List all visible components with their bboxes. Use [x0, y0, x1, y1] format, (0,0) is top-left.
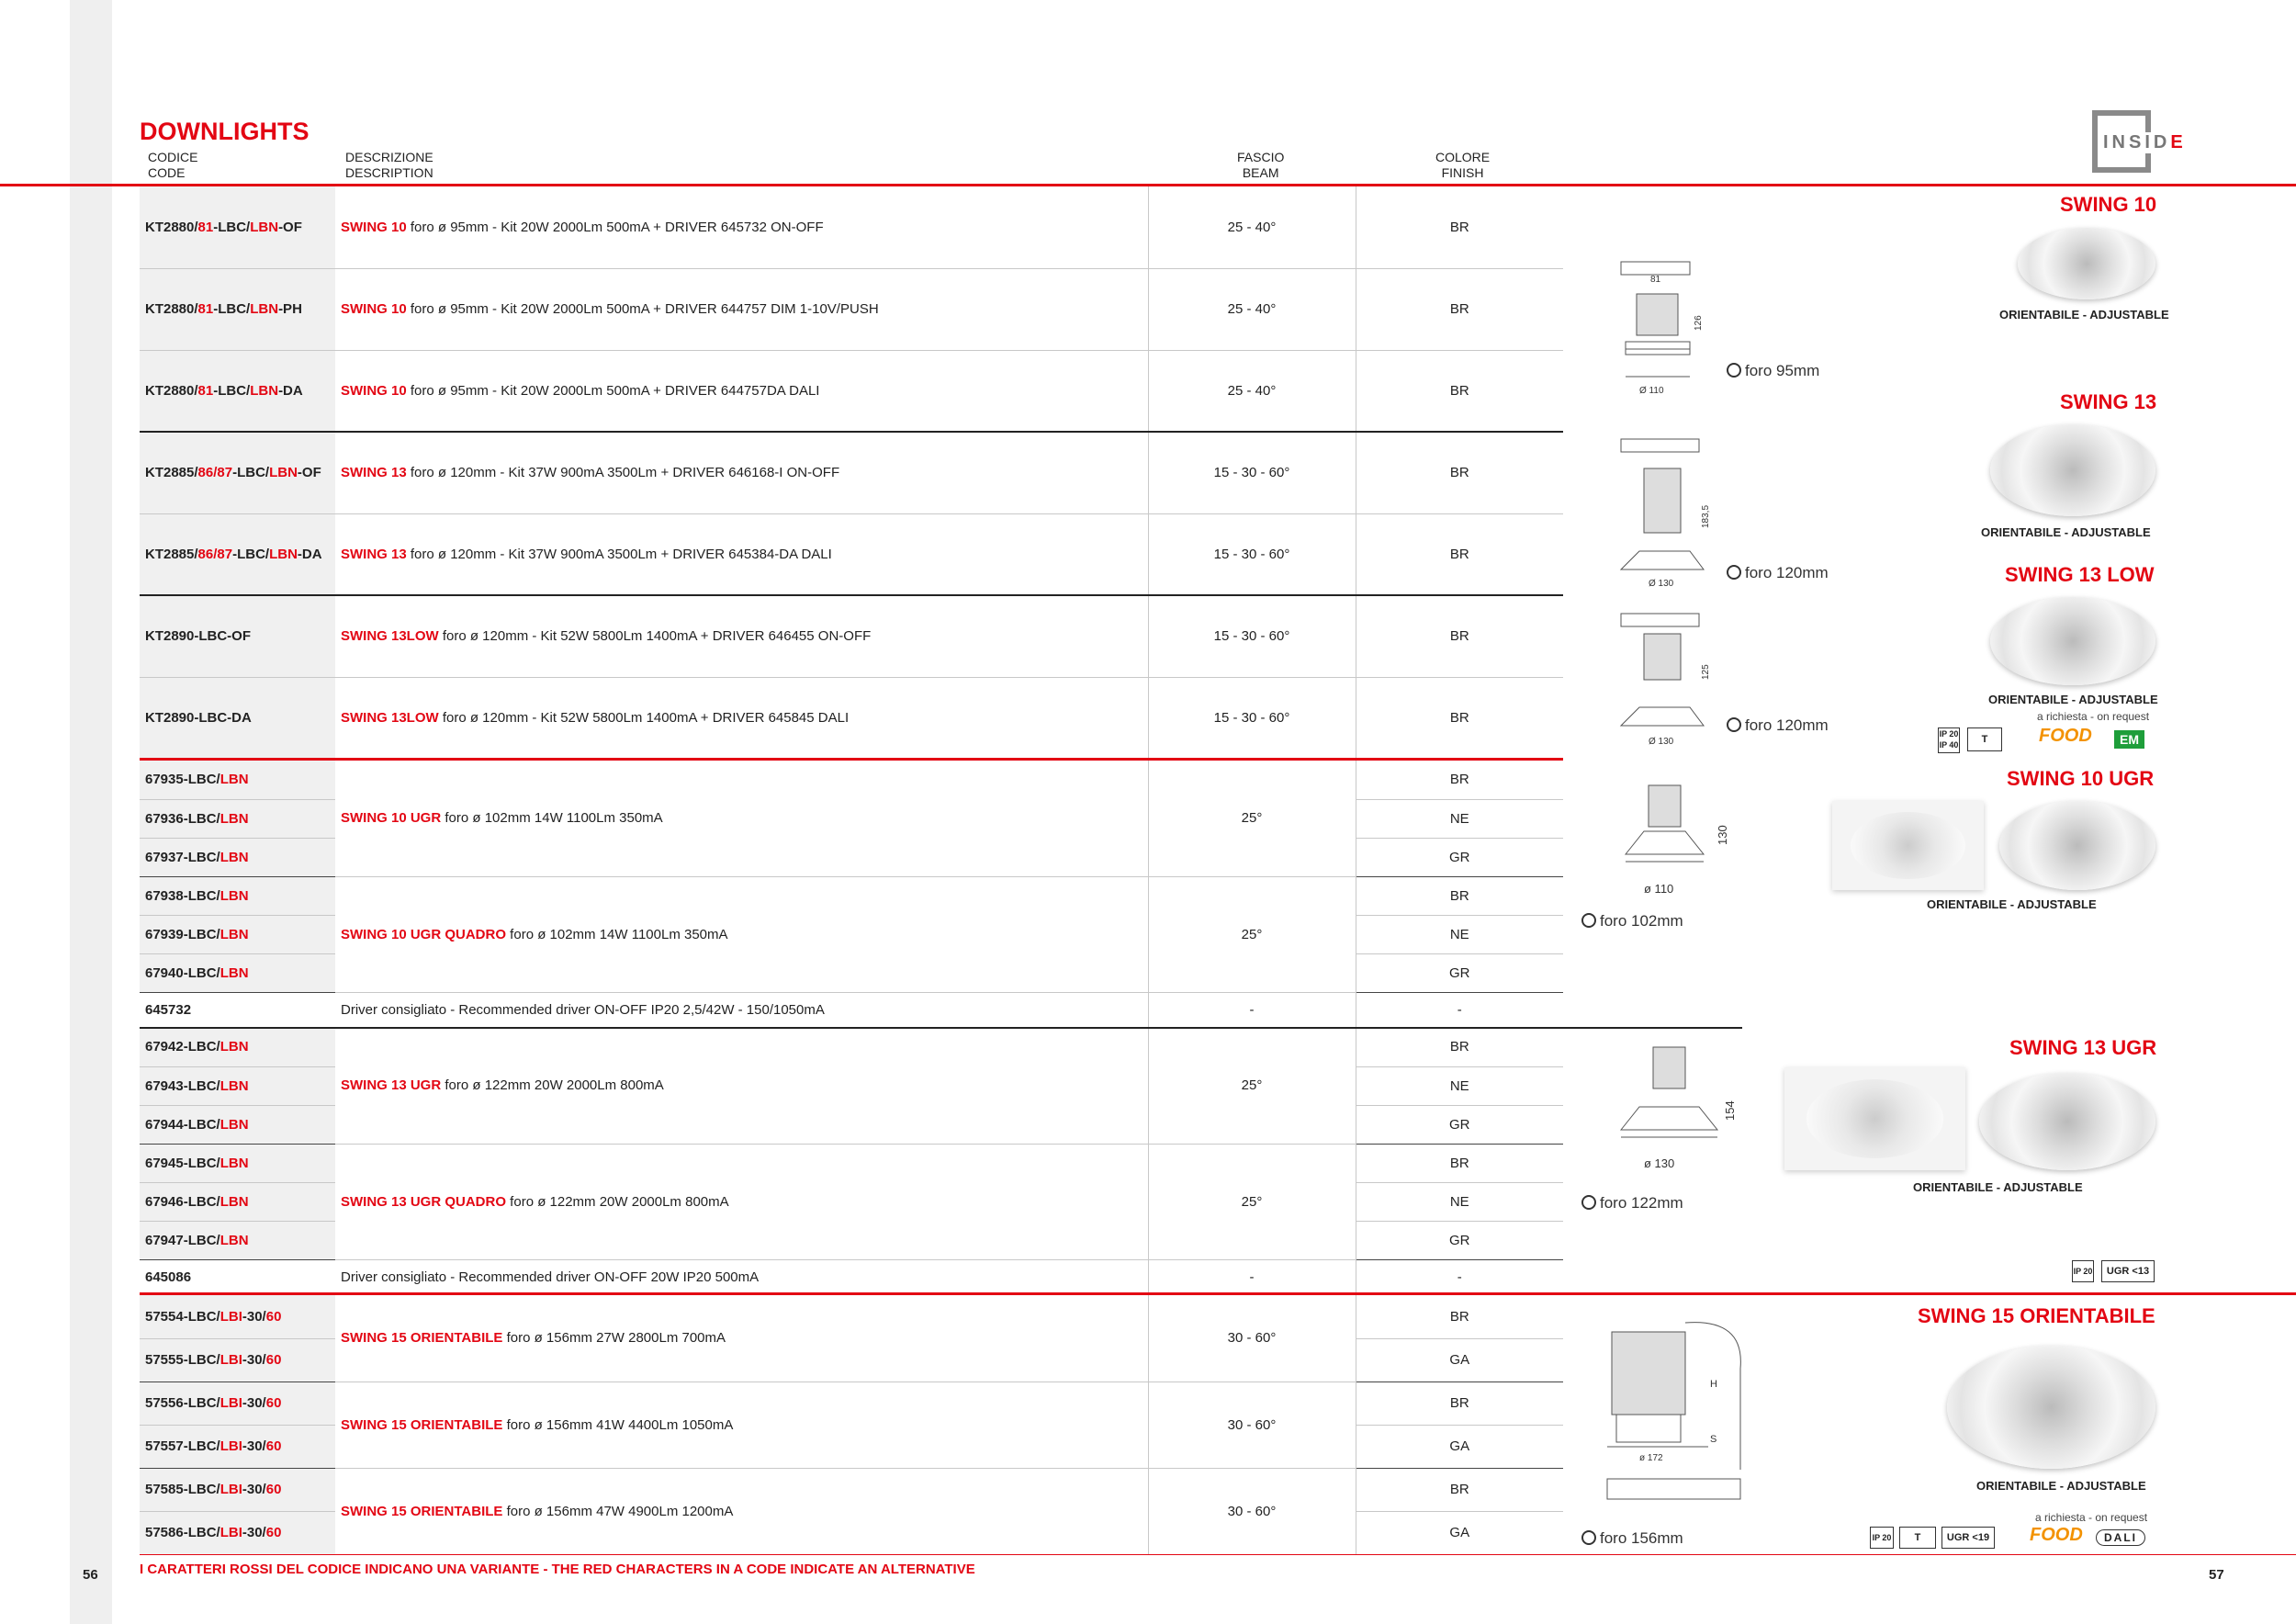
- code-variant: LBN: [219, 1155, 249, 1171]
- beam-angle: 25°: [1148, 1028, 1356, 1144]
- swing10-photo: [2018, 228, 2155, 299]
- finish: BR: [1356, 677, 1563, 759]
- header-description: DESCRIZIONE DESCRIPTION: [345, 150, 433, 180]
- code-part: -30/: [242, 1352, 266, 1368]
- swing13-drawing: [1598, 432, 1727, 597]
- finish: BR: [1356, 1144, 1563, 1182]
- product-description: [335, 876, 1148, 992]
- product-code: [140, 1425, 335, 1468]
- swing15-table: [140, 1295, 1563, 1555]
- beam-angle: 25°: [1148, 761, 1356, 876]
- table-row: [140, 1028, 1563, 1066]
- product-name: SWING 10 UGR QUADRO: [341, 926, 507, 942]
- product-swing15: SWING 15 ORIENTABILE: [1918, 1304, 2155, 1327]
- code-part: 57555-LBC/: [145, 1352, 220, 1368]
- code-part: 67939-LBC/: [145, 926, 220, 942]
- product-code: [140, 799, 335, 838]
- description-text: foro ø 156mm 47W 4900Lm 1200mA: [502, 1503, 734, 1519]
- code-part: -30/: [242, 1308, 266, 1325]
- cut-hole-icon: [1727, 565, 1741, 580]
- swing10ugr-drawing: [1598, 781, 1745, 900]
- code-variant: 60: [265, 1308, 282, 1325]
- code-part: -LBC/: [213, 219, 251, 235]
- finish: BR: [1356, 268, 1563, 350]
- code-part: 57586-LBC/: [145, 1525, 220, 1540]
- beam-angle: 25 - 40°: [1148, 186, 1356, 268]
- product-code: [140, 1468, 335, 1511]
- description-text: foro ø 122mm 20W 2000Lm 800mA: [506, 1193, 729, 1210]
- product-code: [140, 677, 335, 759]
- dim-183: 183,5: [1701, 504, 1711, 528]
- product-code: [140, 953, 335, 992]
- code-part: 57556-LBC/: [145, 1395, 220, 1411]
- adjustable-label: ORIENTABILE - ADJUSTABLE: [1999, 308, 2169, 321]
- product-code: [140, 513, 335, 595]
- food-icon: FOOD: [2039, 726, 2092, 746]
- code-part: LBN: [250, 219, 279, 235]
- description-text: foro ø 156mm 41W 4400Lm 1050mA: [502, 1416, 734, 1433]
- table-row: [140, 268, 1563, 350]
- code-part: -LBC/: [232, 546, 270, 562]
- foro-95: foro 95mm: [1727, 362, 1819, 380]
- description-text: foro ø 95mm - Kit 20W 2000Lm 500mA + DRIVER 644757 DIM 1-10V/PUSH: [406, 301, 879, 317]
- on-request-label: a richiesta - on request: [2035, 1511, 2148, 1524]
- product-name: SWING 15 ORIENTABILE: [341, 1416, 503, 1433]
- code-part: -OF: [278, 219, 302, 235]
- description-text: foro ø 95mm - Kit 20W 2000Lm 500mA + DRIVER 644757DA DALI: [406, 382, 820, 399]
- finish: NE: [1356, 1182, 1563, 1221]
- code-part: LBN: [250, 301, 279, 317]
- adjustable-label: ORIENTABILE - ADJUSTABLE: [1981, 525, 2151, 539]
- dim-125: 125: [1701, 664, 1711, 680]
- code-part: 67942-LBC/: [145, 1039, 220, 1055]
- finish: BR: [1356, 186, 1563, 268]
- swing10ugr-square-photo: [1832, 801, 1984, 890]
- ugr-badge-icon: UGR <19: [1941, 1527, 1995, 1549]
- product-name: SWING 13LOW: [341, 628, 439, 645]
- thermal-icon: T: [1967, 727, 2002, 751]
- product-code: [140, 1382, 335, 1425]
- code-part: -30/: [242, 1438, 266, 1454]
- code-variant: 60: [265, 1395, 282, 1411]
- table-row: [140, 513, 1563, 595]
- product-code: [140, 268, 335, 350]
- finish: BR: [1356, 876, 1563, 915]
- emergency-icon: EM: [2114, 730, 2144, 749]
- code-part: -LBC/: [232, 465, 270, 481]
- code-variant: LBI: [219, 1482, 242, 1497]
- finish: GA: [1356, 1425, 1563, 1468]
- product-description: [335, 1295, 1148, 1382]
- dim-81: 81: [1650, 275, 1661, 285]
- product-name: SWING 15 ORIENTABILE: [341, 1503, 503, 1519]
- code-variant: LBI: [219, 1525, 242, 1540]
- code-variant: LBN: [219, 810, 249, 827]
- code-part: 67935-LBC/: [145, 772, 220, 788]
- product-code: [140, 1105, 335, 1144]
- ugr-badge-icon: UGR <13: [2101, 1260, 2155, 1282]
- code-variant: LBI: [219, 1352, 242, 1368]
- product-name: SWING 13: [341, 546, 407, 562]
- ugr10-table: [140, 761, 1563, 1028]
- code-part: -PH: [278, 301, 302, 317]
- finish: NE: [1356, 799, 1563, 838]
- code-part: 67945-LBC/: [145, 1155, 220, 1171]
- ip-rating-icon: IP 20: [2072, 1260, 2094, 1282]
- product-code: [140, 876, 335, 915]
- page-number-right: 57: [2209, 1567, 2224, 1583]
- product-description: [335, 432, 1148, 513]
- table-row: [140, 1468, 1563, 1511]
- foro-120a: foro 120mm: [1727, 564, 1829, 582]
- code-variant: LBN: [219, 887, 249, 904]
- code-variant: LBN: [219, 1116, 249, 1133]
- product-swing10ugr: SWING 10 UGR: [2007, 767, 2155, 790]
- dim-130c: 130: [1716, 825, 1729, 845]
- cut-hole-icon: [1581, 1195, 1596, 1210]
- beam-angle: -: [1148, 992, 1356, 1027]
- product-code: [140, 1511, 335, 1554]
- foro-120b: foro 120mm: [1727, 716, 1829, 735]
- product-description: [335, 1468, 1148, 1554]
- header-finish: COLORE FINISH: [1435, 150, 1491, 180]
- product-name: SWING 13: [341, 465, 407, 481]
- description-text: foro ø 120mm - Kit 52W 5800Lm 1400mA + DRIVER 646455 ON-OFF: [438, 628, 872, 645]
- table-row: [140, 186, 1563, 268]
- code-part: -30/: [242, 1395, 266, 1411]
- product-code: [140, 1144, 335, 1182]
- dim-130d: ø 130: [1644, 1156, 1675, 1170]
- finish: NE: [1356, 1066, 1563, 1105]
- finish: BR: [1356, 1295, 1563, 1338]
- product-code: [140, 1182, 335, 1221]
- beam-angle: 25°: [1148, 1144, 1356, 1259]
- finish: NE: [1356, 915, 1563, 953]
- code-part: -30/: [242, 1482, 266, 1497]
- driver-code: 645732: [140, 992, 335, 1027]
- product-code: [140, 1295, 335, 1338]
- description-text: foro ø 120mm - Kit 52W 5800Lm 1400mA + DRIVER 645845 DALI: [438, 710, 850, 726]
- code-part: 67938-LBC/: [145, 887, 220, 904]
- code-part: 67936-LBC/: [145, 810, 220, 827]
- adjustable-label: ORIENTABILE - ADJUSTABLE: [1988, 693, 2158, 706]
- finish: BR: [1356, 432, 1563, 513]
- cut-hole-icon: [1581, 913, 1596, 928]
- cut-hole-icon: [1581, 1530, 1596, 1545]
- dim-172: ø 172: [1639, 1453, 1663, 1463]
- table-row: [140, 432, 1563, 513]
- dim-126: 126: [1694, 315, 1704, 331]
- code-part: 57557-LBC/: [145, 1438, 220, 1454]
- product-code: [140, 838, 335, 876]
- code-part: 67940-LBC/: [145, 964, 220, 981]
- finish: GR: [1356, 1221, 1563, 1259]
- finish: GR: [1356, 838, 1563, 876]
- code-part: 67937-LBC/: [145, 849, 220, 865]
- product-swing10: SWING 10: [2060, 193, 2157, 216]
- code-variant: LBI: [219, 1308, 242, 1325]
- beam-angle: 15 - 30 - 60°: [1148, 432, 1356, 513]
- food-icon: FOOD: [2030, 1525, 2083, 1545]
- beam-angle: 30 - 60°: [1148, 1295, 1356, 1382]
- beam-angle: 25 - 40°: [1148, 268, 1356, 350]
- header-code: CODICE CODE: [148, 150, 198, 180]
- finish: GA: [1356, 1511, 1563, 1554]
- product-code: [140, 915, 335, 953]
- foro-156: foro 156mm: [1581, 1529, 1683, 1548]
- product-name: SWING 10: [341, 301, 407, 317]
- code-part: KT2880/: [145, 219, 198, 235]
- beam-angle: 30 - 60°: [1148, 1382, 1356, 1468]
- product-description: [335, 1144, 1148, 1259]
- page-title: DOWNLIGHTS: [140, 118, 310, 145]
- swing10-drawing: [1598, 257, 1708, 404]
- cut-hole-icon: [1727, 363, 1741, 378]
- code-part: 67947-LBC/: [145, 1232, 220, 1248]
- product-name: SWING 13LOW: [341, 710, 439, 726]
- ugr13-table: [140, 1028, 1563, 1295]
- dim-154: 154: [1723, 1100, 1737, 1121]
- product-name: SWING 10: [341, 382, 407, 399]
- footer-note: I CARATTERI ROSSI DEL CODICE INDICANO UNA VARIANTE - THE RED CHARACTERS IN A CODE INDICATE AN ALTERNATIVE: [140, 1562, 975, 1577]
- code-variant: LBN: [219, 1193, 249, 1210]
- code-variant: LBN: [219, 926, 249, 942]
- finish: BR: [1356, 1382, 1563, 1425]
- swing13-photo: [1990, 424, 2155, 516]
- finish: GR: [1356, 1105, 1563, 1144]
- adjustable-label: ORIENTABILE - ADJUSTABLE: [1976, 1479, 2146, 1493]
- finish: BR: [1356, 595, 1563, 677]
- product-code: [140, 1338, 335, 1382]
- code-part: KT2885/: [145, 465, 198, 481]
- beam-angle: 30 - 60°: [1148, 1468, 1356, 1554]
- code-variant: 60: [265, 1352, 282, 1368]
- swing13low-photo: [1990, 597, 2155, 685]
- beam-angle: 25°: [1148, 876, 1356, 992]
- product-description: [335, 186, 1148, 268]
- description-text: foro ø 156mm 27W 2800Lm 700mA: [502, 1330, 726, 1347]
- product-code: [140, 186, 335, 268]
- code-variant: 60: [265, 1482, 282, 1497]
- driver-description: Driver consigliato - Recommended driver ON-OFF IP20 2,5/42W - 150/1050mA: [335, 992, 1148, 1027]
- product-description: [335, 350, 1148, 432]
- code-variant: 60: [265, 1525, 282, 1540]
- driver-code: 645086: [140, 1259, 335, 1294]
- finish: -: [1356, 992, 1563, 1027]
- product-code: [140, 1028, 335, 1066]
- finish: -: [1356, 1259, 1563, 1294]
- code-part: 86/87: [197, 465, 233, 481]
- product-code: [140, 1221, 335, 1259]
- code-variant: LBI: [219, 1395, 242, 1411]
- product-description: [335, 761, 1148, 876]
- dim-110: Ø 110: [1639, 386, 1664, 396]
- description-text: foro ø 102mm 14W 1100Lm 350mA: [441, 810, 663, 827]
- product-description: [335, 268, 1148, 350]
- finish: BR: [1356, 513, 1563, 595]
- description-text: foro ø 102mm 14W 1100Lm 350mA: [506, 926, 728, 942]
- swing13ugr-drawing: [1598, 1043, 1745, 1180]
- code-part: 67944-LBC/: [145, 1116, 220, 1133]
- dim-h: H: [1710, 1379, 1717, 1390]
- code-part: -OF: [297, 465, 321, 481]
- code-part: 57554-LBC/: [145, 1308, 220, 1325]
- code-variant: LBN: [219, 772, 249, 788]
- code-variant: LBN: [219, 964, 249, 981]
- foro-122: foro 122mm: [1581, 1194, 1683, 1212]
- product-swing13ugr: SWING 13 UGR: [2009, 1036, 2157, 1059]
- product-code: [140, 1066, 335, 1105]
- code-variant: LBN: [219, 1039, 249, 1055]
- product-code: [140, 432, 335, 513]
- dim-130b: Ø 130: [1649, 737, 1674, 747]
- product-name: SWING 10: [341, 219, 407, 235]
- driver-description: Driver consigliato - Recommended driver ON-OFF 20W IP20 500mA: [335, 1259, 1148, 1294]
- dim-s: S: [1710, 1434, 1717, 1445]
- driver-row: [140, 1259, 1563, 1294]
- code-variant: LBN: [219, 1232, 249, 1248]
- code-part: 81: [197, 382, 214, 399]
- code-part: 81: [197, 219, 214, 235]
- code-part: LBN: [250, 382, 279, 399]
- table-row: [140, 1382, 1563, 1425]
- dim-110b: ø 110: [1644, 882, 1674, 896]
- table-row: [140, 1295, 1563, 1338]
- description-text: foro ø 122mm 20W 2000Lm 800mA: [441, 1077, 664, 1094]
- finish: BR: [1356, 761, 1563, 799]
- table-row: [140, 761, 1563, 799]
- code-part: 67946-LBC/: [145, 1193, 220, 1210]
- footer-rule: [140, 1554, 2296, 1555]
- product-description: [335, 1028, 1148, 1144]
- code-part: LBN: [269, 546, 298, 562]
- product-description: [335, 595, 1148, 677]
- product-description: [335, 513, 1148, 595]
- dali-icon: DALI: [2096, 1529, 2145, 1546]
- inside-logo: INSIDE: [2100, 132, 2189, 153]
- product-code: [140, 350, 335, 432]
- finish: BR: [1356, 1468, 1563, 1511]
- foro-102: foro 102mm: [1581, 912, 1683, 930]
- ip-rating-icon: IP 20: [1870, 1527, 1894, 1549]
- swing15-drawing: [1580, 1314, 1763, 1516]
- table-row: [140, 350, 1563, 432]
- adjustable-label: ORIENTABILE - ADJUSTABLE: [1913, 1180, 2083, 1194]
- code-variant: LBI: [219, 1438, 242, 1454]
- code-part: -DA: [278, 382, 303, 399]
- code-part: -LBC/: [213, 382, 251, 399]
- product-description: [335, 1382, 1148, 1468]
- swing13low-drawing: [1598, 606, 1727, 753]
- dim-130a: Ø 130: [1649, 579, 1674, 589]
- description-text: foro ø 95mm - Kit 20W 2000Lm 500mA + DRIVER 645732 ON-OFF: [406, 219, 824, 235]
- code-part: -LBC/: [213, 301, 251, 317]
- ip-rating-icon: IP 20 IP 40: [1938, 727, 1960, 753]
- cut-hole-icon: [1727, 717, 1741, 732]
- product-swing13: SWING 13: [2060, 390, 2157, 413]
- code-variant: LBN: [219, 849, 249, 865]
- table-row: [140, 595, 1563, 677]
- adjustable-label: ORIENTABILE - ADJUSTABLE: [1927, 897, 2097, 911]
- beam-angle: 25 - 40°: [1148, 350, 1356, 432]
- code-part: 57585-LBC/: [145, 1482, 220, 1497]
- product-name: SWING 10 UGR: [341, 810, 442, 827]
- code-part: 86/87: [197, 546, 233, 562]
- description-text: foro ø 120mm - Kit 37W 900mA 3500Lm + DRIVER 645384-DA DALI: [406, 546, 832, 562]
- finish: BR: [1356, 350, 1563, 432]
- code-part: 67943-LBC/: [145, 1077, 220, 1094]
- code-part: KT2890-LBC-DA: [145, 710, 252, 726]
- product-name: SWING 13 UGR: [341, 1077, 442, 1094]
- swing10ugr-round-photo: [1999, 801, 2155, 890]
- driver-row: [140, 992, 1563, 1027]
- product-code: [140, 761, 335, 799]
- product-description: [335, 677, 1148, 759]
- code-variant: LBN: [219, 1077, 249, 1094]
- code-part: KT2890-LBC-OF: [145, 628, 252, 645]
- code-part: KT2880/: [145, 301, 198, 317]
- beam-angle: 15 - 30 - 60°: [1148, 513, 1356, 595]
- kit-table: [140, 186, 1563, 760]
- finish: GA: [1356, 1338, 1563, 1382]
- code-part: KT2885/: [145, 546, 198, 562]
- finish: BR: [1356, 1028, 1563, 1066]
- beam-angle: -: [1148, 1259, 1356, 1294]
- code-part: KT2880/: [145, 382, 198, 399]
- table-row: [140, 1144, 1563, 1182]
- swing15-photo: [1947, 1346, 2155, 1469]
- table-row: [140, 876, 1563, 915]
- thermal-icon: T: [1899, 1527, 1936, 1549]
- code-part: 81: [197, 301, 214, 317]
- description-text: foro ø 120mm - Kit 37W 900mA 3500Lm + DRIVER 646168-I ON-OFF: [406, 465, 840, 481]
- product-name: SWING 15 ORIENTABILE: [341, 1330, 503, 1347]
- product-code: [140, 595, 335, 677]
- code-variant: 60: [265, 1438, 282, 1454]
- page-edge-strip: [70, 0, 112, 1624]
- beam-angle: 15 - 30 - 60°: [1148, 677, 1356, 759]
- inside-logo-base: [2092, 167, 2151, 173]
- code-part: -DA: [297, 546, 322, 562]
- code-part: LBN: [269, 465, 298, 481]
- beam-angle: 15 - 30 - 60°: [1148, 595, 1356, 677]
- product-name: SWING 13 UGR QUADRO: [341, 1193, 507, 1210]
- swing13ugr-square-photo: [1784, 1067, 1965, 1170]
- code-part: -30/: [242, 1525, 266, 1540]
- swing13ugr-round-photo: [1979, 1073, 2155, 1170]
- on-request-label: a richiesta - on request: [2037, 710, 2150, 723]
- header-beam: FASCIO BEAM: [1237, 150, 1285, 180]
- table-row: [140, 677, 1563, 759]
- finish: GR: [1356, 953, 1563, 992]
- page-number-left: 56: [83, 1567, 98, 1583]
- product-swing13low: SWING 13 LOW: [2005, 563, 2155, 586]
- section-rule-dark: [140, 1027, 1742, 1029]
